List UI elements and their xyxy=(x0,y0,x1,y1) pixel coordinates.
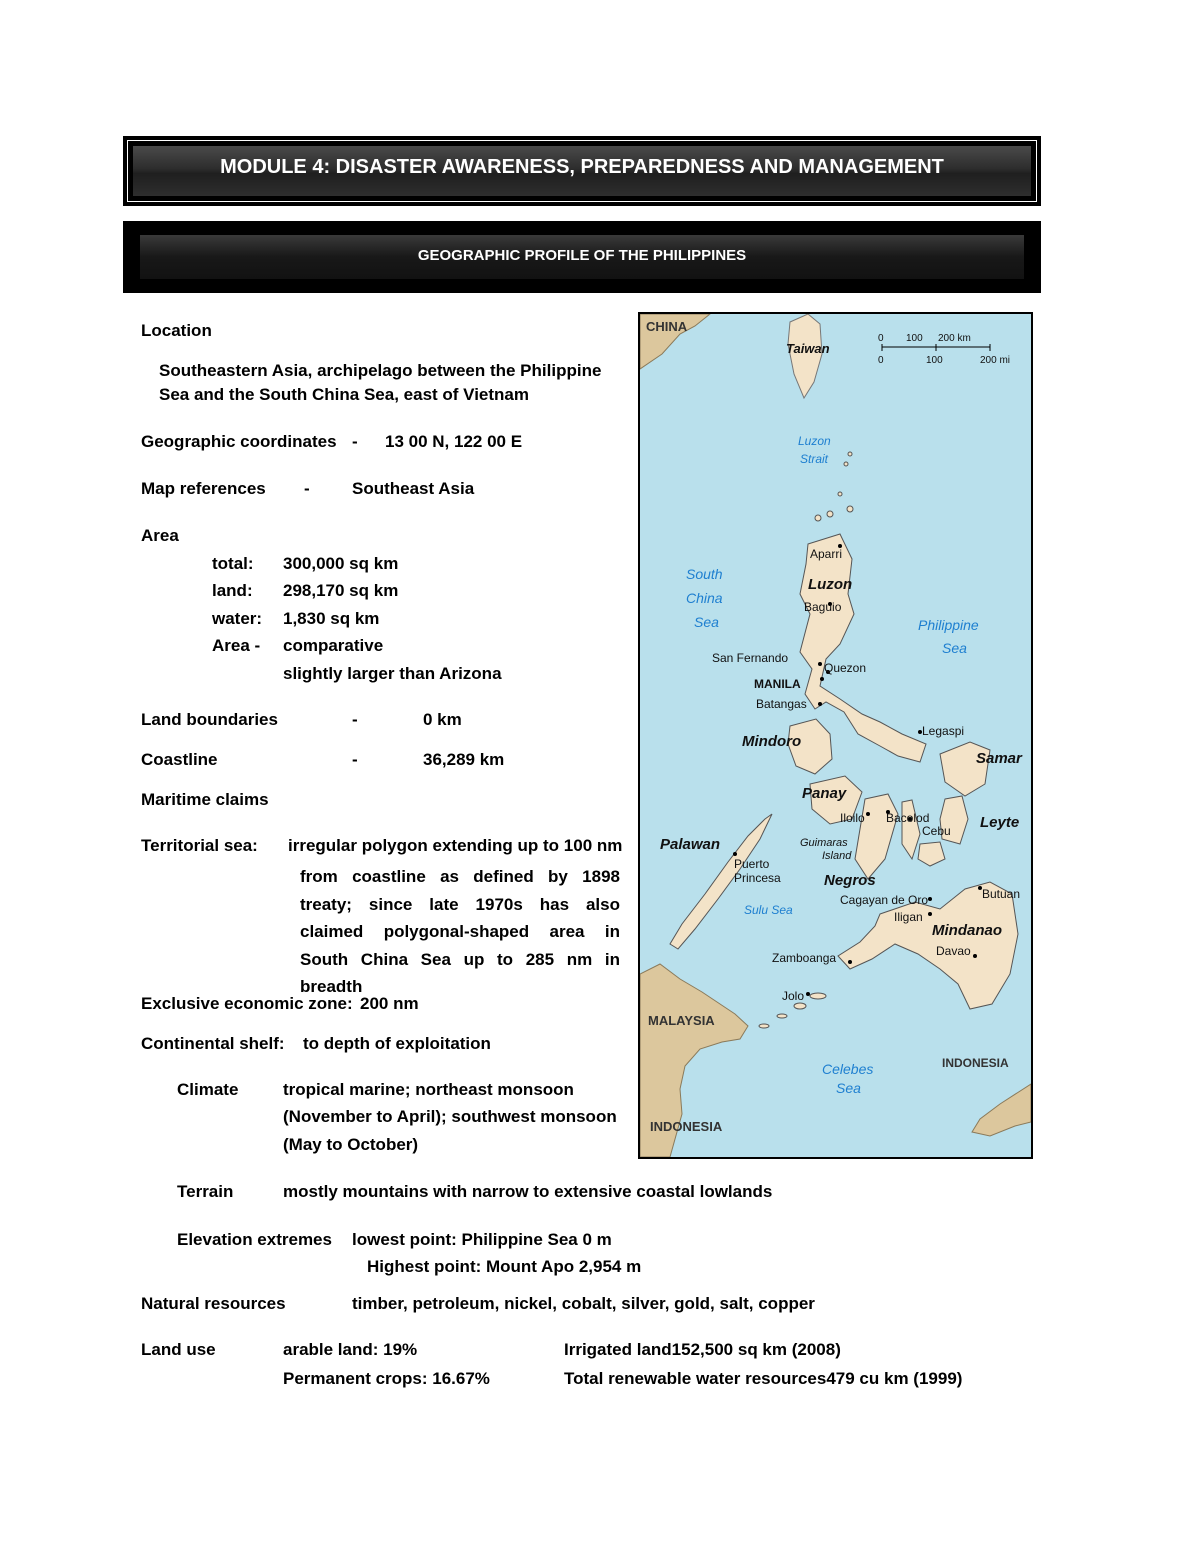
label-negros: Negros xyxy=(824,872,876,889)
scale-km-100: 100 xyxy=(906,333,923,344)
resources-value: timber, petroleum, nickel, cobalt, silver, gold, salt, copper xyxy=(352,1294,815,1313)
label-indonesia-west: INDONESIA xyxy=(650,1119,723,1134)
label-taiwan: Taiwan xyxy=(786,341,830,356)
module-header xyxy=(123,136,1041,206)
location-heading: Location xyxy=(141,321,212,340)
label-mindanao: Mindanao xyxy=(932,922,1002,939)
label-luzon-strait-1: Luzon xyxy=(798,434,831,448)
land-use-permanent: Permanent crops: 16.67% xyxy=(283,1369,490,1388)
map-references-value: Southeast Asia xyxy=(352,479,475,498)
map-references-dash: - xyxy=(304,479,310,498)
taiwan-island xyxy=(788,314,822,398)
label-palawan: Palawan xyxy=(660,836,721,853)
label-batangas: Batangas xyxy=(756,697,807,711)
scale-km-200: 200 km xyxy=(938,333,971,344)
section-title: GEOGRAPHIC PROFILE OF THE PHILIPPINES xyxy=(417,247,747,264)
area-comparative-value-2: slightly larger than Arizona xyxy=(283,664,502,683)
land-boundaries-value: 0 km xyxy=(423,710,462,729)
module-title: MODULE 4: DISASTER AWARENESS, PREPAREDNESS AND MANAGEMENT xyxy=(220,156,944,178)
bohol-island xyxy=(918,842,945,866)
label-south-china-sea-2: China xyxy=(686,590,723,606)
area-comparative-label: Area - xyxy=(212,636,261,655)
label-panay: Panay xyxy=(802,785,847,802)
land-use-label: Land use xyxy=(141,1340,216,1359)
shelf-value: to depth of exploitation xyxy=(303,1034,491,1053)
land-use-irrigated: Irrigated land152,500 sq km (2008) xyxy=(564,1340,841,1359)
climate-line-2: (November to April); southwest monsoon xyxy=(283,1107,617,1126)
label-indonesia-east: INDONESIA xyxy=(942,1056,1009,1070)
scale-mi-200: 200 mi xyxy=(980,355,1011,366)
label-jolo: Jolo xyxy=(782,989,805,1003)
land-boundaries-label: Land boundaries xyxy=(141,710,278,729)
section-header xyxy=(123,221,1041,293)
sulawesi-landmass xyxy=(972,1084,1031,1136)
label-butuan: Butuan xyxy=(982,887,1021,901)
location-line-2: Sea and the South China Sea, east of Vietnam xyxy=(159,385,529,404)
elevation-highest: Highest point: Mount Apo 2,954 m xyxy=(367,1257,642,1276)
land-use-arable: arable land: 19% xyxy=(283,1340,418,1359)
scale-mi-0: 0 xyxy=(878,355,884,366)
resources-label: Natural resources xyxy=(141,1294,286,1313)
climate-line-1: tropical marine; northeast monsoon xyxy=(283,1080,574,1099)
label-cagayan: Cagayan de Oro xyxy=(840,893,929,907)
area-land-label: land: xyxy=(212,581,253,600)
label-malaysia: MALAYSIA xyxy=(648,1013,715,1028)
label-south-china-sea-3: Sea xyxy=(694,614,719,630)
label-celebes-sea-1: Celebes xyxy=(822,1061,874,1077)
coastline-value: 36,289 km xyxy=(423,750,505,769)
cebu-island xyxy=(902,800,920,859)
map-graphic xyxy=(640,314,1031,1157)
label-guimaras-1: Guimaras xyxy=(800,837,848,849)
elevation-lowest: lowest point: Philippine Sea 0 m xyxy=(352,1230,612,1249)
label-cebu: Cebu xyxy=(922,824,951,838)
label-quezon: Quezon xyxy=(824,661,867,675)
label-legaspi: Legaspi xyxy=(922,724,965,738)
label-south-china-sea-1: South xyxy=(686,566,723,582)
area-water-value: 1,830 sq km xyxy=(283,609,380,628)
scale-km-0: 0 xyxy=(878,333,884,344)
philippines-map xyxy=(638,312,1033,1159)
label-sulu-sea: Sulu Sea xyxy=(744,903,793,917)
coordinates-label: Geographic coordinates xyxy=(141,432,337,451)
area-land-value: 298,170 sq km xyxy=(283,581,399,600)
label-aparri: Aparri xyxy=(810,547,843,561)
label-samar: Samar xyxy=(976,750,1022,767)
label-luzon-strait-2: Strait xyxy=(800,452,829,466)
eez-value: 200 nm xyxy=(360,994,419,1013)
coordinates-value: 13 00 N, 122 00 E xyxy=(385,432,523,451)
label-bacolod: Bacolod xyxy=(886,811,930,825)
territorial-sea-line-1: irregular polygon extending up to 100 nm xyxy=(288,836,623,855)
climate-line-3: (May to October) xyxy=(283,1135,419,1154)
label-luzon: Luzon xyxy=(808,576,853,593)
scale-mi-100: 100 xyxy=(926,355,943,366)
area-heading: Area xyxy=(141,526,179,545)
area-comparative-value-1: comparative xyxy=(283,636,384,655)
label-mindoro: Mindoro xyxy=(742,733,802,750)
maritime-heading: Maritime claims xyxy=(141,790,269,809)
label-san-fernando: San Fernando xyxy=(712,651,789,665)
shelf-label: Continental shelf: xyxy=(141,1034,285,1053)
eez-label: Exclusive economic zone: xyxy=(141,994,353,1013)
label-puerto-1: Puerto xyxy=(734,857,770,871)
label-guimaras-2: Island xyxy=(822,850,852,862)
label-celebes-sea-2: Sea xyxy=(836,1080,861,1096)
territorial-sea-rest: from coastline as defined by 1898 treaty; since late 1970s has also claimed polygonal-shaped area in South China Sea up to 285 nm in breadth xyxy=(300,867,620,996)
elevation-label: Elevation extremes xyxy=(177,1230,332,1249)
area-total-label: total: xyxy=(212,554,254,573)
territorial-sea-label: Territorial sea: xyxy=(141,836,258,855)
negros-island xyxy=(855,794,898,879)
label-baguio: Baguio xyxy=(804,600,842,614)
location-line-1: Southeastern Asia, archipelago between the Philippine xyxy=(159,361,602,380)
label-leyte: Leyte xyxy=(980,814,1020,831)
coordinates-dash: - xyxy=(352,432,358,451)
label-zamboanga: Zamboanga xyxy=(772,951,837,965)
terrain-label: Terrain xyxy=(177,1182,234,1201)
terrain-value: mostly mountains with narrow to extensive coastal lowlands xyxy=(283,1182,773,1201)
label-philippine-sea-1: Philippine xyxy=(918,617,979,633)
label-iloilo: Iloilo xyxy=(840,811,865,825)
land-use-water-resources: Total renewable water resources479 cu km (1999) xyxy=(564,1369,963,1388)
label-puerto-2: Princesa xyxy=(734,871,781,885)
label-iligan: Iligan xyxy=(894,910,923,924)
land-boundaries-dash: - xyxy=(352,710,358,729)
map-references-label: Map references xyxy=(141,479,266,498)
area-total-value: 300,000 sq km xyxy=(283,554,399,573)
label-philippine-sea-2: Sea xyxy=(942,640,967,656)
label-davao: Davao xyxy=(936,944,971,958)
area-water-label: water: xyxy=(212,609,263,628)
climate-label: Climate xyxy=(177,1080,239,1099)
label-china: CHINA xyxy=(646,319,688,334)
label-manila: MANILA xyxy=(754,677,801,691)
coastline-label: Coastline xyxy=(141,750,218,769)
coastline-dash: - xyxy=(352,750,358,769)
